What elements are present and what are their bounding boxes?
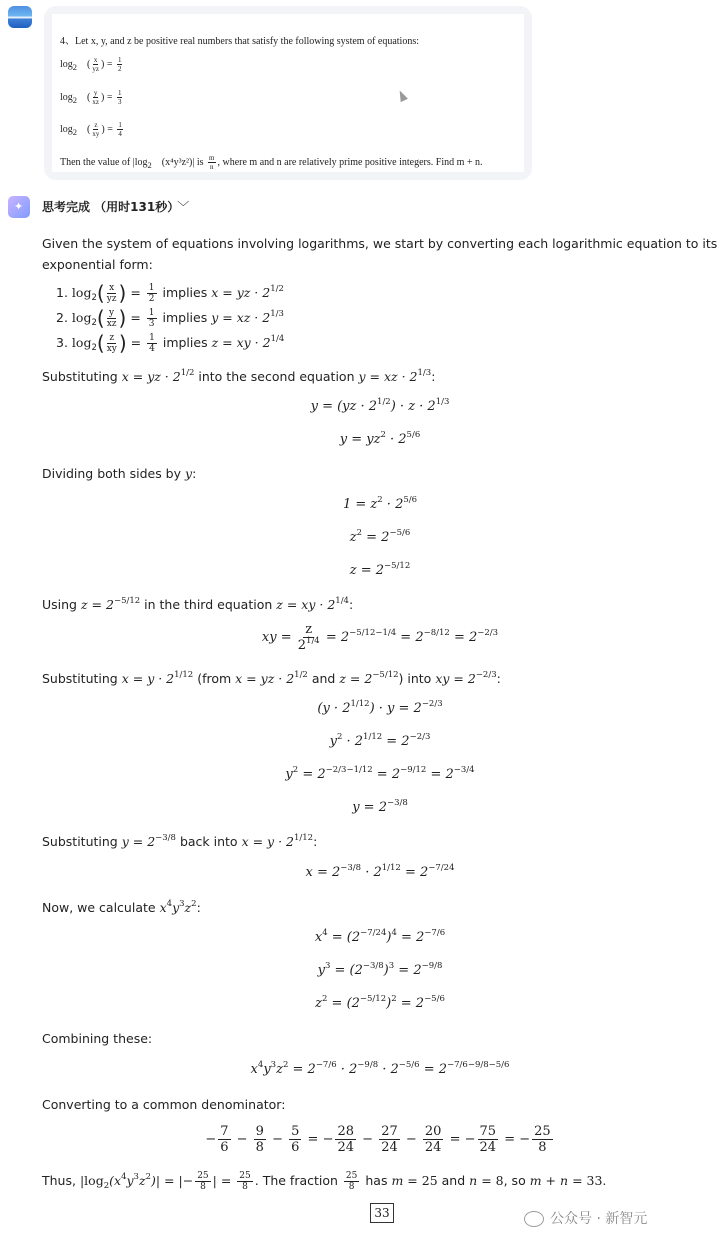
item-number: 1. bbox=[56, 285, 68, 300]
equation: $y = (yz \cdot 2^{1/2}) \cdot z \cdot 2^{1/3}$ bbox=[310, 397, 450, 414]
frac-num: z bbox=[109, 333, 115, 343]
equation: $x^4y^3z^2 = 2^{-7/6} \cdot 2^{-9/8} \cdot 2^{-5/6} = 2^{-7/6-9/8-5/6}$ bbox=[250, 1060, 510, 1077]
log-base: 2 bbox=[103, 1181, 110, 1191]
frac-den: 2 bbox=[148, 294, 155, 304]
frac-num: 1 bbox=[117, 56, 122, 64]
frac-num: x bbox=[93, 56, 98, 64]
frac-num: y bbox=[109, 308, 115, 318]
item-number: 2. bbox=[56, 310, 68, 325]
ai-avatar bbox=[8, 196, 30, 218]
equation: $z^2 = (2^{-5/12})^2 = 2^{-5/6}$ bbox=[315, 994, 445, 1011]
step-text: Substituting $y = 2^{-3/8}$ back into $x = y \cdot 2^{1/12}$: bbox=[42, 833, 318, 849]
item-result: x = yz · 2 bbox=[211, 285, 271, 300]
question-card bbox=[44, 6, 532, 180]
final-pre: Then the value of |log bbox=[60, 156, 148, 168]
frac-num: 1 bbox=[117, 89, 122, 97]
step-label: Dividing both sides by bbox=[42, 466, 182, 481]
equation: − $\frac{7}{6}$ − $\frac{9}{8}$ − $\frac{5}{6}$ = − $\frac{28}{24}$ − $\frac{27}{24}$ − $\frac{20}{24}$ = − $\frac{75}{24}$ = − $\frac{25}{8}$ bbox=[205, 1124, 551, 1155]
step-text: Now, we calculate $x^4y^3z^2$: bbox=[42, 899, 201, 915]
list-item: 3. $\log_2$( $\frac{z}{xy}$ ) = $\frac{1}{4}$ implies z = xy · $2^{1/4}$ bbox=[56, 331, 285, 355]
log-text: log bbox=[60, 123, 73, 135]
frac-den: yz bbox=[106, 294, 117, 304]
step-label: and bbox=[441, 1173, 466, 1188]
step-label: ) into bbox=[398, 671, 432, 686]
frac-num: 1 bbox=[118, 121, 122, 129]
chevron-down-icon: ﹀ bbox=[177, 200, 190, 214]
frac-den: xz bbox=[106, 319, 117, 329]
step-label: has bbox=[365, 1173, 388, 1188]
log-base: 2 bbox=[91, 343, 97, 353]
exponent: 1/2 bbox=[270, 284, 284, 294]
equation: $x^4 = (2^{-7/24})^4 = 2^{-7/6}$ bbox=[314, 928, 446, 945]
frac-num: 1 bbox=[149, 333, 155, 343]
exponent: 1/4 bbox=[270, 334, 285, 344]
final-arg: (x⁴y³z²)| is bbox=[161, 156, 204, 168]
log-base: 2 bbox=[72, 126, 78, 137]
step-label: Substituting bbox=[42, 834, 118, 849]
question-eq1: $\log_2$ ( $\frac{x}{yz}$ ) = $\frac{1}{2}$ bbox=[60, 56, 122, 73]
step-label: and bbox=[311, 671, 336, 686]
equation: $x = 2^{-3/8} \cdot 2^{1/12} = 2^{-7/24}$ bbox=[305, 863, 455, 880]
frac-den: xz bbox=[92, 98, 99, 106]
watermark-text: 公众号 · 新智元 bbox=[550, 1211, 648, 1227]
item-number: 3. bbox=[56, 335, 68, 350]
log-base: 2 bbox=[72, 61, 78, 72]
step-label: back into bbox=[179, 834, 238, 849]
item-result: y = xz · 2 bbox=[211, 310, 271, 325]
step-text: Substituting $x = y \cdot 2^{1/12}$ (from x = yz · $2^{1/2}$ and $z = 2^{-5/12}$) into xy = $2^{-2/3}$: bbox=[42, 670, 501, 686]
wechat-icon bbox=[524, 1211, 544, 1227]
step-label: Substituting bbox=[42, 671, 118, 686]
log-base: 2 bbox=[147, 159, 152, 170]
log-text: log bbox=[71, 310, 92, 325]
implies-text: implies bbox=[162, 310, 208, 325]
list-item: 2. $\log_2$( $\frac{y}{xz}$ ) = $\frac{1}{3}$ implies y = xz · $2^{1/3}$ bbox=[56, 306, 284, 330]
step-text: Combining these: bbox=[42, 1031, 153, 1046]
item-result: z = xy · 2 bbox=[211, 335, 271, 350]
equation: $1 = z^2 \cdot 2^{5/6}$ bbox=[342, 495, 418, 512]
frac-den: 3 bbox=[148, 319, 155, 329]
step-text: Dividing both sides by y: bbox=[42, 466, 197, 481]
question-final bbox=[60, 154, 483, 171]
log-text: log bbox=[84, 1173, 104, 1188]
frac-num: m bbox=[209, 154, 215, 162]
equation: $z^2 = 2^{-5/6}$ bbox=[349, 528, 411, 545]
implies-text: implies bbox=[162, 285, 208, 300]
frac-den: 3 bbox=[117, 98, 122, 106]
frac-num: 1 bbox=[148, 283, 155, 293]
log-base: 2 bbox=[91, 318, 97, 328]
sparkle-icon: ✦ bbox=[14, 200, 24, 213]
frac-den: 2 bbox=[117, 65, 122, 73]
log-base: 2 bbox=[91, 293, 97, 303]
thinking-toggle[interactable] bbox=[42, 198, 189, 215]
step-label: Now, we calculate bbox=[42, 900, 156, 915]
implies-text: implies bbox=[162, 335, 208, 350]
exponent: 1/3 bbox=[270, 309, 284, 319]
step-label: . The fraction bbox=[254, 1173, 338, 1188]
frac-num: z bbox=[94, 121, 98, 129]
frac-den: xy bbox=[106, 344, 117, 354]
step-text: Substituting x = yz · $2^{1/2}$ into the second equation y = xz · $2^{1/3}$: bbox=[42, 368, 436, 384]
log-base: 2 bbox=[72, 94, 78, 105]
log-text: log bbox=[60, 91, 73, 103]
frac-den: n bbox=[210, 163, 214, 171]
final-post: , where m and n are relatively prime positive integers. Find m + n. bbox=[217, 156, 483, 168]
step-label: Substituting bbox=[42, 369, 118, 384]
step-label: into the second equation bbox=[198, 369, 355, 384]
step-label: Using bbox=[42, 597, 77, 612]
equation: $(y \cdot 2^{1/12}) \cdot y = 2^{-2/3}$ bbox=[317, 699, 443, 716]
equation: $y^2 \cdot 2^{1/12} = 2^{-2/3}$ bbox=[329, 732, 431, 749]
equation: $y = 2^{-3/8}$ bbox=[352, 798, 408, 815]
frac-num: x bbox=[109, 283, 115, 293]
frac-den: xy bbox=[92, 130, 100, 138]
question-eq3: $\log_2$ ( $\frac{z}{xy}$ ) = $\frac{1}{4}$ bbox=[60, 121, 122, 138]
step-label: , so bbox=[503, 1173, 526, 1188]
answer-intro: Given the system of equations involving logarithms, we start by converting each logarithmic equation to its exponential form: bbox=[42, 236, 718, 272]
thinking-label: 思考完成 （用时131秒） bbox=[42, 200, 174, 214]
watermark bbox=[524, 1208, 647, 1228]
user-avatar bbox=[8, 6, 32, 28]
final-answer-line: Thus, $|\log_2(x^4y^3z^2)|$ = |− $\frac{25}{8}$ | = $\frac{25}{8}$ . The fraction $\frac{25}{8}$ has m = 25 and n = 8, so m + n = 33. bbox=[42, 1171, 607, 1192]
equation: $y^2 = 2^{-2/3-1/12} = 2^{-9/12} = 2^{-3/4}$ bbox=[285, 765, 475, 782]
list-item: 1. $\log_2$( $\frac{x}{yz}$ ) = $\frac{1}{2}$ implies x = yz · $2^{1/2}$ bbox=[56, 281, 284, 305]
log-text: log bbox=[71, 285, 92, 300]
frac-den: 4 bbox=[149, 344, 155, 354]
step-label: in the third equation bbox=[144, 597, 273, 612]
frac-num: y bbox=[93, 89, 98, 97]
equation: xy = $\frac{z}{2^{1/4}}$ = $2^{-5/12-1/4} = 2^{-8/12} = 2^{-2/3}$ bbox=[261, 622, 499, 653]
step-text: Using $z = 2^{-5/12}$ in the third equation z = xy · $2^{1/4}$: bbox=[42, 596, 354, 612]
frac-den: 4 bbox=[118, 130, 122, 138]
step-label: (from bbox=[197, 671, 232, 686]
frac-num: 1 bbox=[148, 308, 155, 318]
log-text: log bbox=[60, 58, 73, 70]
frac-den: yz bbox=[92, 65, 99, 73]
question-image bbox=[52, 14, 524, 172]
equation: $z = 2^{-5/12}$ bbox=[349, 561, 411, 578]
step-label: Thus, bbox=[42, 1173, 76, 1188]
equation: $y^3 = (2^{-3/8})^3 = 2^{-9/8}$ bbox=[317, 961, 443, 978]
question-eq2: $\log_2$ ( $\frac{y}{xz}$ ) = $\frac{1}{3}$ bbox=[60, 89, 122, 106]
step-text: Converting to a common denominator: bbox=[42, 1097, 286, 1112]
answer-box: 33 bbox=[370, 1203, 394, 1223]
log-text: log bbox=[71, 335, 92, 350]
question-intro: 4、Let x, y, and z be positive real numbers that satisfy the following system of equations: bbox=[60, 36, 419, 47]
equation: $y = yz^2 \cdot 2^{5/6}$ bbox=[339, 430, 421, 447]
